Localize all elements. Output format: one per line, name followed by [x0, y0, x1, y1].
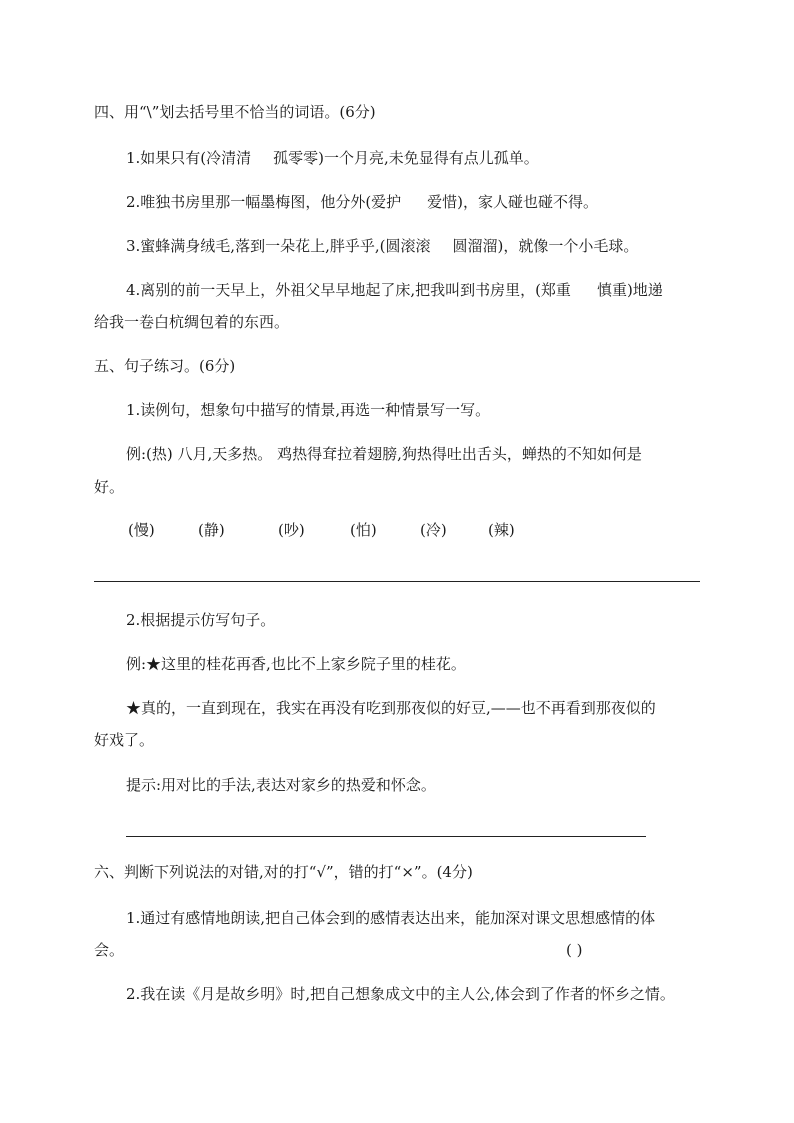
sec5-q2-hint: 提示:用对比的手法,表达对家乡的热爱和怀念。 — [126, 776, 436, 794]
sec5-q2-star-sentence-cont: 好戏了。 — [94, 731, 155, 749]
option-spicy: (辣) — [488, 521, 515, 539]
option-cold: (冷) — [420, 521, 447, 539]
sec4-question-4 — [126, 280, 663, 300]
sec4-question-1 — [126, 148, 539, 168]
sec5-q1-example-cont: 好。 — [94, 478, 125, 496]
option-quiet: (静) — [198, 521, 225, 539]
section-6-title: 六、判断下列说法的对错,对的打“√”，错的打“×”。(4分) — [94, 863, 473, 881]
option-afraid: (怕) — [350, 521, 377, 539]
sec4-q4-part-b: 慎重)地递 — [596, 281, 663, 299]
option-slow: (慢) — [128, 521, 155, 539]
section-4-title: 四、用“\”划去括号里不恰当的词语。(6分) — [94, 103, 376, 121]
sec4-q1-part-a: 1.如果只有(冷清清 — [126, 149, 252, 167]
sec6-q1-answer-blank[interactable]: ( ) — [566, 941, 583, 959]
sec4-question-4-cont: 给我一卷白杭绸包着的东西。 — [94, 313, 290, 331]
sec4-q1-part-b: 孤零零)一个月亮,未免显得有点儿孤单。 — [273, 149, 539, 167]
sec5-q1-example: 例:(热) 八月,天多热。 鸡热得耷拉着翅膀,狗热得吐出舌头，蝉热的不知如何是 — [126, 445, 642, 463]
sec5-q1-prompt: 1.读例句，想象句中描写的情景,再选一种情景写一写。 — [126, 401, 491, 419]
sec4-question-2 — [126, 192, 598, 212]
sec6-question-2: 2.我在读《月是故乡明》时,把自己想象成文中的主人公,体会到了作者的怀乡之情。 — [126, 985, 675, 1003]
sec4-question-3 — [126, 236, 638, 256]
sec5-q2-answer-line[interactable] — [126, 836, 646, 837]
sec5-q2-prompt: 2.根据提示仿写句子。 — [126, 611, 276, 629]
option-noisy: (吵) — [278, 521, 305, 539]
sec4-q3-part-b: 圆溜溜)，就像一个小毛球。 — [452, 237, 639, 255]
sec4-q4-part-a: 4.离别的前一天早上，外祖父早早地起了床,把我叫到书房里，(郑重 — [126, 281, 571, 299]
section-5-title: 五、句子练习。(6分) — [94, 357, 236, 375]
sec6-question-1: 1.通过有感情地朗读,把自己体会到的感情表达出来，能加深对课文思想感情的体 — [126, 909, 656, 927]
sec5-q2-example: 例:★这里的桂花再香,也比不上家乡院子里的桂花。 — [126, 655, 466, 673]
sec5-q2-star-sentence: ★真的，一直到现在，我实在再没有吃到那夜似的好豆,——也不再看到那夜似的 — [126, 699, 656, 717]
sec4-q3-part-a: 3.蜜蜂满身绒毛,落到一朵花上,胖乎乎,(圆滚滚 — [126, 237, 431, 255]
sec4-q2-part-a: 2.唯独书房里那一幅墨梅图，他分外(爱护 — [126, 193, 402, 211]
sec4-q2-part-b: 爱惜)，家人碰也碰不得。 — [427, 193, 599, 211]
sec5-q1-answer-line[interactable] — [94, 581, 700, 582]
sec6-question-1-cont: 会。 — [94, 941, 125, 959]
